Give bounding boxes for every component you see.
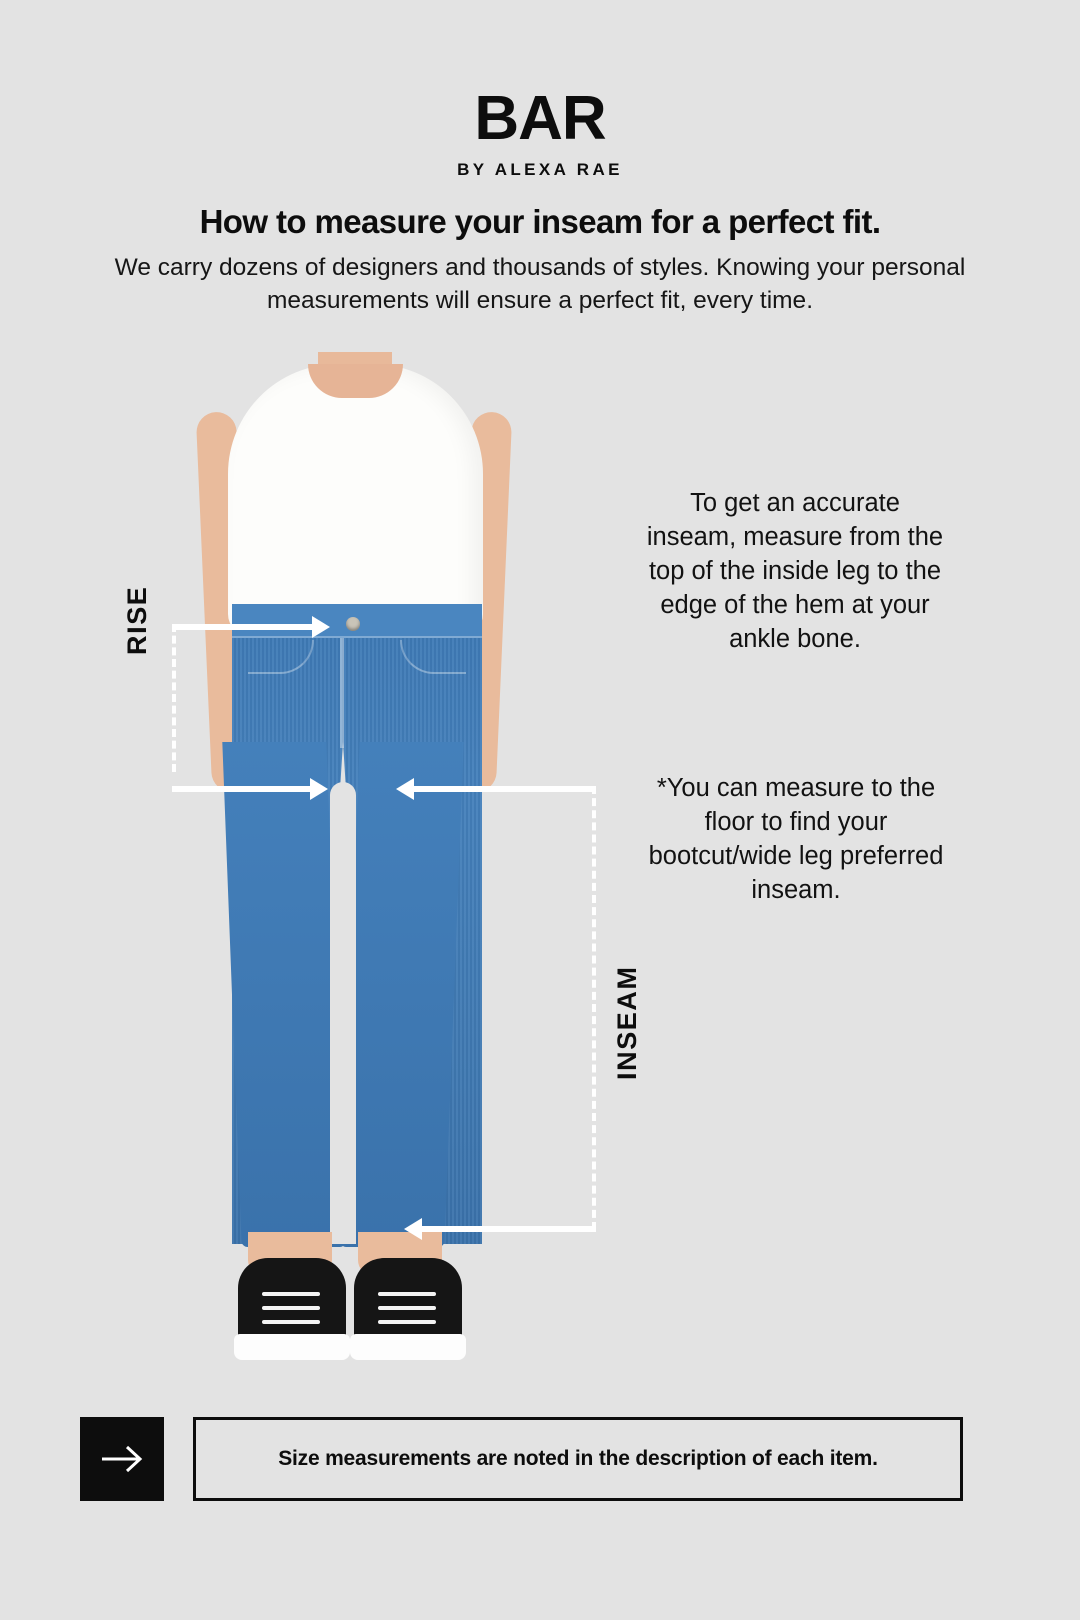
brand-logo [0,84,1080,180]
rise-vertical-dashed-line [172,624,176,772]
model-crotch-gap [338,742,348,1242]
logo-wordmark: BAR [474,84,606,153]
inseam-vertical-dashed-line [592,786,596,1230]
model-white-top [228,364,483,636]
footer-note-text: Size measurements are noted in the description of each item. [278,1447,878,1470]
inseam-bottom-line [420,1226,596,1232]
sneaker-sole-left [234,1334,350,1360]
rise-label: RISE [122,585,152,655]
jeans-fly-seam [340,638,344,748]
rise-top-line [172,624,322,630]
page-subtitle: We carry dozens of designers and thousands of styles. Knowing your personal measurements will ensure a perfect fit, every time. [114,254,966,314]
rise-top-arrowhead-icon [312,616,330,638]
sneaker-lace [262,1306,320,1310]
logo-tagline: BY ALEXA RAE [457,160,623,179]
sneaker-lace [378,1292,436,1296]
arrow-right-icon [98,1442,146,1476]
page-title: How to measure your inseam for a perfect fit. [199,203,881,240]
rise-bottom-line [172,786,320,792]
model-jeans-leg-left [222,742,345,1247]
sneaker-lace [378,1306,436,1310]
inseam-bottom-arrowhead-icon [404,1218,422,1240]
inseam-top-arrowhead-icon [396,778,414,800]
accuracy-note: To get an accurate inseam, measure from the top of the inside leg to the edge of the hem at your ankle bone. [646,489,944,653]
sneaker-sole-right [350,1334,466,1360]
sneaker-lace [378,1320,436,1324]
sneaker-lace [262,1320,320,1324]
model-jeans-leg-right [340,742,463,1247]
footer-note-box [193,1417,963,1501]
inseam-label: INSEAM [612,965,642,1080]
sneaker-lace [262,1292,320,1296]
jeans-button-icon [346,617,360,631]
footer-arrow-button[interactable] [80,1417,164,1501]
inseam-top-line [412,786,596,792]
rise-bottom-arrowhead-icon [310,778,328,800]
bootcut-note: *You can measure to the floor to find your bootcut/wide leg preferred inseam. [648,774,944,904]
